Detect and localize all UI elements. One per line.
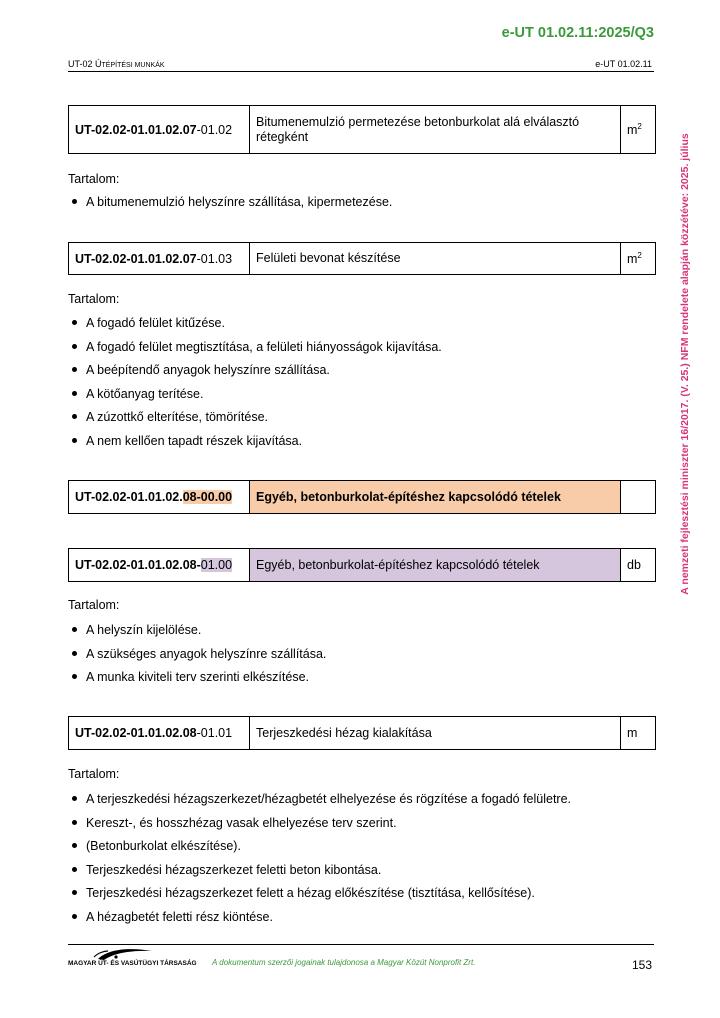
list-item: (Betonburkolat elkészítése).	[68, 838, 571, 862]
item-table	[68, 105, 656, 154]
document-code: e-UT 01.02.11:2025/Q3	[501, 25, 654, 41]
item-unit-text: m	[627, 252, 638, 267]
content-list	[68, 315, 442, 456]
content-label: Tartalom:	[68, 172, 120, 186]
item-unit	[621, 106, 656, 154]
list-item: Terjeszkedési hézagszerkezet feletti beton kibontása.	[68, 862, 571, 886]
list-item: A szükséges anyagok helyszínre szállítása.	[68, 646, 326, 670]
item-unit-exponent: 2	[637, 250, 642, 260]
item-unit	[621, 481, 656, 514]
item-unit-exponent: 2	[637, 121, 642, 131]
item-row	[69, 549, 656, 582]
item-code-highlight: 08-00.00	[182, 490, 233, 504]
page-number: 153	[631, 958, 652, 972]
item-row	[69, 243, 656, 275]
header-divider	[68, 71, 654, 72]
list-item: A terjeszkedési hézagszerkezet/hézagbetét elhelyezése és rögzítése a fogadó felületre.	[68, 791, 571, 815]
item-table	[68, 716, 656, 750]
list-item: A nem kellően tapadt részek kijavítása.	[68, 433, 442, 457]
copyright-note: A dokumentum szerzői jogainak tulajdonosa a Magyar Közút Nonprofit Zrt.	[212, 958, 476, 967]
item-table	[68, 480, 656, 514]
list-item: A fogadó felület megtisztítása, a felületi hiányosságok kijavítása.	[68, 339, 442, 363]
list-item: A kötőanyag terítése.	[68, 386, 442, 410]
item-row	[69, 717, 656, 750]
list-item: A munka kiviteli terv szerinti elkészítése.	[68, 669, 326, 693]
item-code-bold: UT-02.02-01.01.02.07	[75, 251, 197, 266]
item-code-suffix: -01.01	[196, 726, 233, 740]
header-doc-ref: e-UT 01.02.11	[595, 59, 652, 69]
side-publication-note: A nemzeti fejlesztési miniszter 16/2017. (V. 25.) NFM rendelete alapján közzétéve: 2025. július	[679, 133, 691, 595]
organization-logo-icon	[68, 945, 164, 971]
item-code	[69, 481, 250, 514]
content-label: Tartalom:	[68, 292, 120, 306]
item-code-suffix: -01.03	[196, 251, 233, 266]
item-description: Felületi bevonat készítése	[250, 243, 621, 275]
item-unit: m	[621, 717, 656, 750]
content-list	[68, 791, 571, 932]
list-item: A fogadó felület kitűzése.	[68, 315, 442, 339]
item-row	[69, 481, 656, 514]
content-label: Tartalom:	[68, 598, 120, 612]
item-code	[69, 717, 250, 750]
content-list	[68, 622, 326, 693]
item-code	[69, 243, 250, 275]
chapter-header	[68, 59, 165, 69]
list-item: A zúzottkő elterítése, tömörítése.	[68, 409, 442, 433]
item-table	[68, 242, 656, 275]
content-list	[68, 194, 392, 218]
organization-name: MAGYAR ÚT- ÉS VASÚTÜGYI TÁRSASÁG	[68, 960, 197, 967]
item-table	[68, 548, 656, 582]
chapter-header-prefix: UT-02 Ú	[68, 59, 102, 69]
item-code	[69, 549, 250, 582]
item-code-bold: UT-02.02-01.01.02.07	[75, 122, 197, 137]
item-code-bold: UT-02.02-01.01.02.	[75, 490, 183, 504]
list-item: A helyszín kijelölése.	[68, 622, 326, 646]
item-unit: db	[621, 549, 656, 582]
list-item: Kereszt-, és hosszhézag vasak elhelyezése terv szerint.	[68, 815, 571, 839]
list-item: Terjeszkedési hézagszerkezet felett a hézag előkészítése (tisztítása, kellősítése).	[68, 885, 571, 909]
item-unit-text: m	[627, 123, 638, 138]
item-code-bold: UT-02.02-01.01.02.08	[75, 726, 197, 740]
item-code	[69, 106, 250, 154]
list-item: A bitumenemulzió helyszínre szállítása, kipermetezése.	[68, 194, 392, 218]
item-description: Egyéb, betonburkolat-építéshez kapcsolódó tételek	[250, 549, 621, 582]
item-row	[69, 106, 656, 154]
content-label: Tartalom:	[68, 767, 120, 781]
item-code-suffix: -01.02	[196, 122, 233, 137]
item-description: Bitumenemulzió permetezése betonburkolat alá elválasztó rétegként	[250, 106, 621, 154]
chapter-header-smallcaps: TÉPÍTÉSI MUNKÁK	[101, 62, 165, 69]
item-description: Egyéb, betonburkolat-építéshez kapcsolódó tételek	[250, 481, 621, 514]
item-description: Terjeszkedési hézag kialakítása	[250, 717, 621, 750]
list-item: A beépítendő anyagok helyszínre szállítása.	[68, 362, 442, 386]
list-item: A hézagbetét feletti rész kiöntése.	[68, 909, 571, 933]
item-unit	[621, 243, 656, 275]
side-note-container	[676, 94, 694, 634]
item-code-highlight: 01.00	[200, 558, 233, 572]
item-code-bold: UT-02.02-01.01.02.08-	[75, 558, 201, 572]
